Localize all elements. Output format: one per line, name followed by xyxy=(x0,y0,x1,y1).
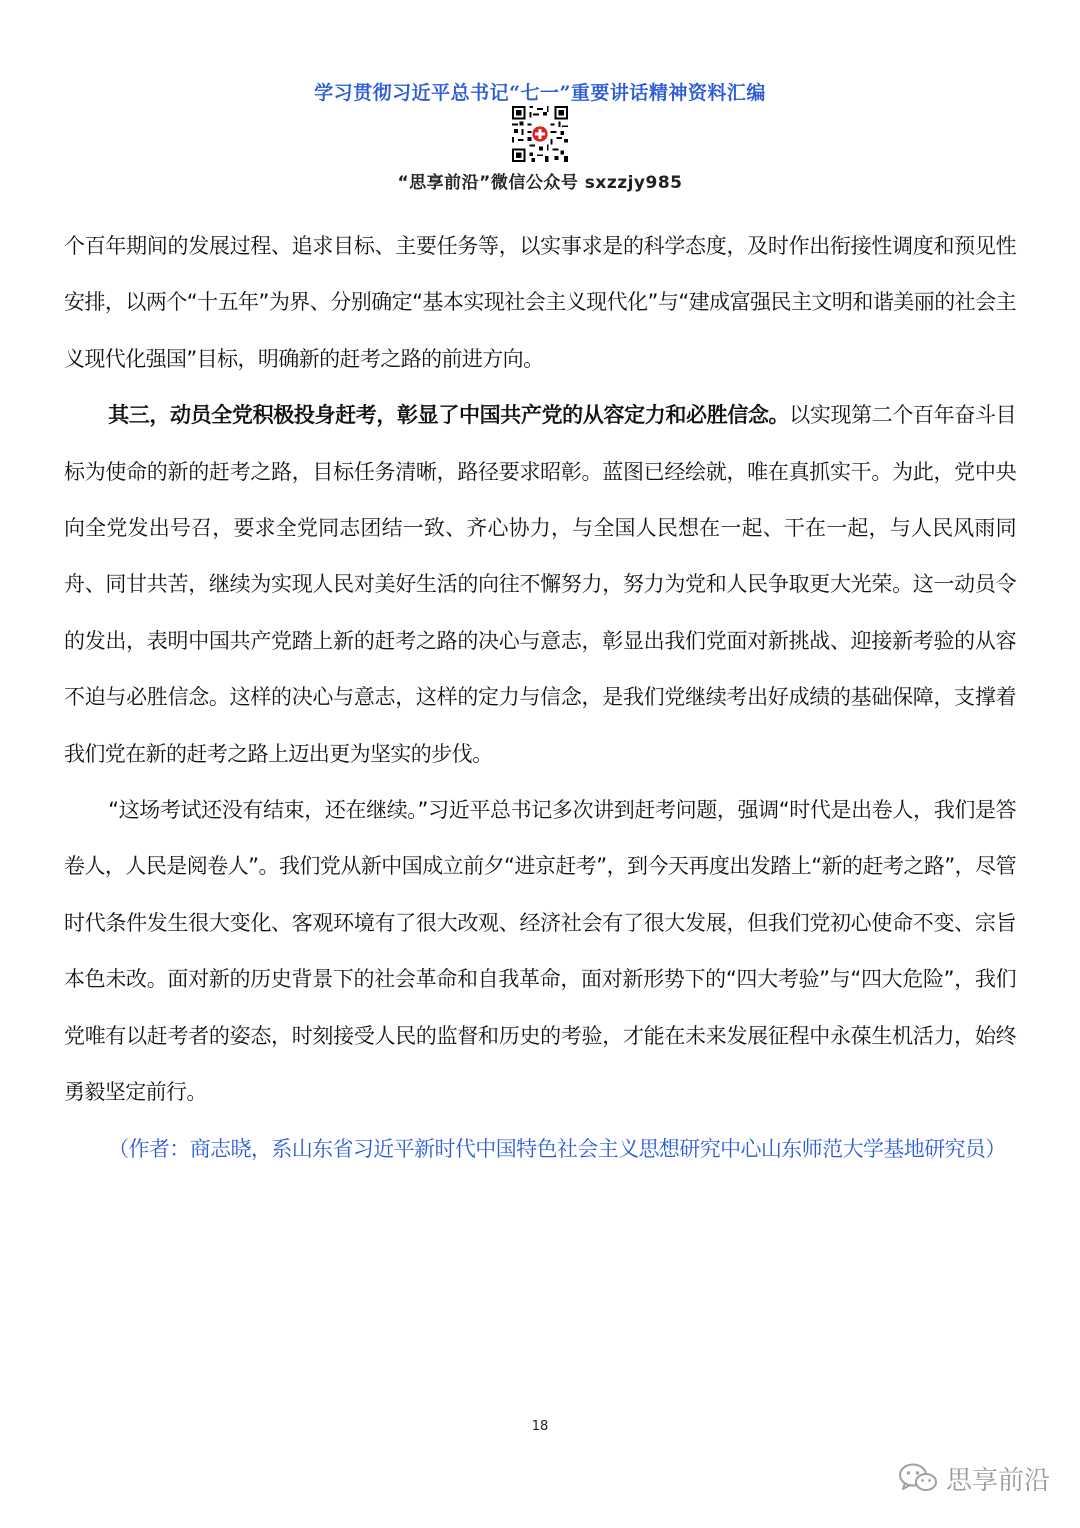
watermark xyxy=(898,1458,1050,1498)
paragraph-3: “这场考试还没有结束，还在继续。”习近平总书记多次讲到赶考问题，强调“时代是出卷人，我们是答卷人，人民是阅卷人”。我们党从新中国成立前夕“进京赶考”，到今天再度出发踏上“新的赶考之路”，尽管时代条件发生很大变化、客观环境有了很大改观、经济社会有了很大发展，但我们党初心使命不变、宗旨本色未改。面对新的历史背景下的社会革命和自我革命，面对新形势下的“四大考验”与“四大危险”，我们党唯有以赶考者的姿态，时刻接受人民的监督和历史的考验，才能在未来发展征程中永葆生机活力，始终勇毅坚定前行。 xyxy=(64,798,1016,1105)
author-note: （作者：商志晓，系山东省习近平新时代中国特色社会主义思想研究中心山东师范大学基地研究员） xyxy=(108,1136,1006,1161)
watermark-text: 思享前沿 xyxy=(946,1465,1051,1496)
wechat-icon xyxy=(898,1462,938,1494)
paragraph-2-lead: 其三，动员全党积极投身赶考，彰显了中国共产党的从容定力和必胜信念。 xyxy=(108,403,790,428)
wechat-account-line: “思享前沿”微信公众号 sxzzjy985 xyxy=(397,173,683,193)
document-header-title: 学习贯彻习近平总书记“七一”重要讲话精神资料汇编 xyxy=(314,82,766,104)
page-number: 18 xyxy=(531,1419,549,1434)
paragraph-2 xyxy=(64,387,1016,782)
qr-code-icon xyxy=(512,106,568,162)
paragraph-2-text: 以实现第二个百年奋斗目标为使命的新的赶考之路，目标任务清晰，路径要求昭彰。蓝图已经绘就，唯在真抓实干。为此，党中央向全党发出号召，要求全党同志团结一致、齐心协力，与全国人民想在一起、干在一起，与人民风雨同舟、同甘共苦，继续为实现人民对美好生活的向往不懈努力，努力为党和人民争取更大光荣。这一动员令的发出，表明中国共产党踏上新的赶考之路的决心与意志，彰显出我们党面对新挑战、迎接新考验的从容不迫与必胜信念。这样的决心与意志，这样的定力与信念，是我们党继续考出好成绩的基础保障，支撑着我们党在新的赶考之路上迈出更为坚实的步伐。 xyxy=(64,403,1016,766)
document-body xyxy=(64,218,1016,1177)
paragraph-1: 个百年期间的发展过程、追求目标、主要任务等，以实事求是的科学态度，及时作出衔接性调度和预见性安排，以两个“十五年”为界、分别确定“基本实现社会主义现代化”与“建成富强民主文明和谐美丽的社会主义现代化强国”目标，明确新的赶考之路的前进方向。 xyxy=(64,234,1016,371)
